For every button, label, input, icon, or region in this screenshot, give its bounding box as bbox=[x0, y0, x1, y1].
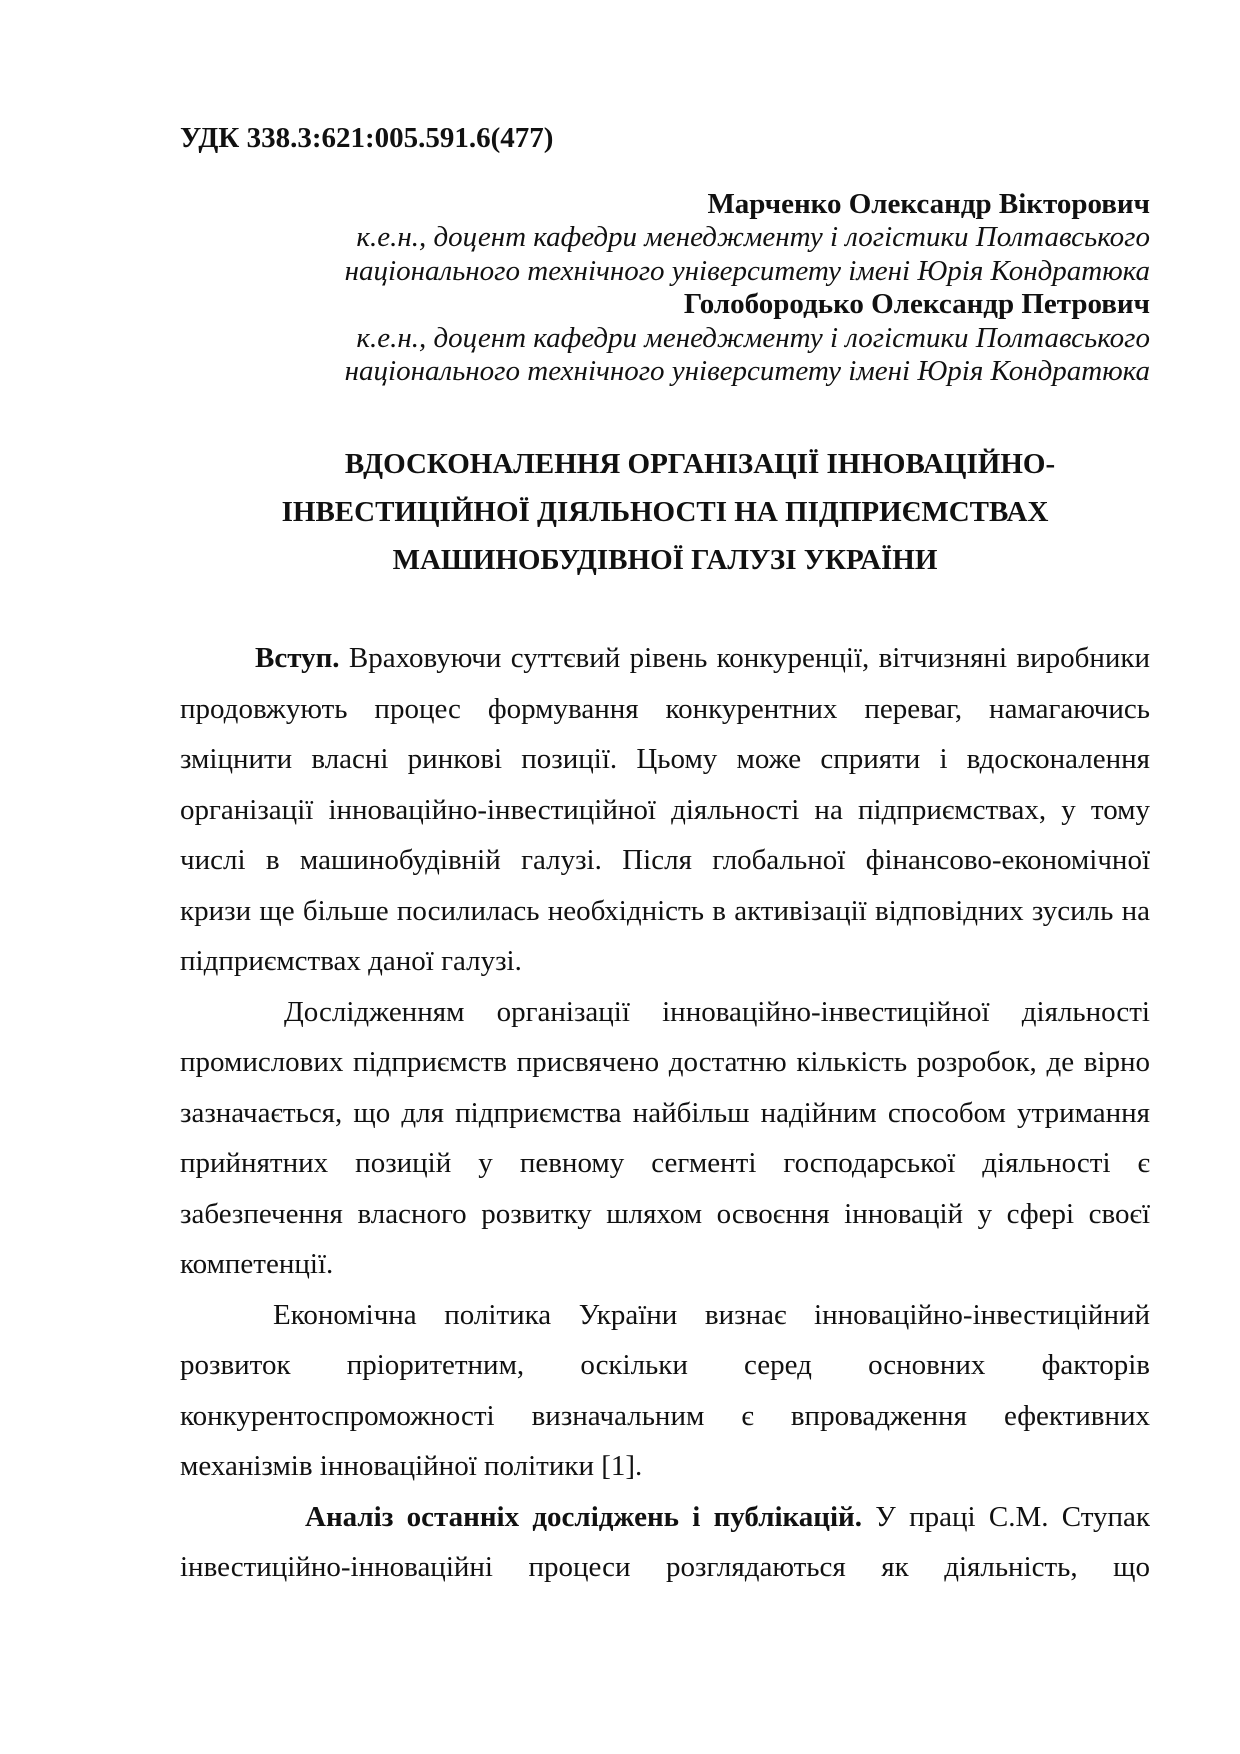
author-affiliation: к.е.н., доцент кафедри менеджменту і логістики Полтавського bbox=[356, 321, 1150, 354]
text: Враховуючи суттєвий рівень конкуренції, вітчизняні виробники bbox=[339, 642, 1150, 674]
body-line: зміцнити власні ринкові позиції. Цьому може сприяти і вдосконалення bbox=[180, 743, 1150, 775]
body-line: розвиток пріоритетним, оскільки серед основних факторів bbox=[180, 1349, 1150, 1381]
author-affiliation: національного технічного університету імені Юрія Кондратюка bbox=[344, 355, 1150, 388]
author-name: Марченко Олександр Вікторович bbox=[707, 188, 1150, 220]
text: У праці С.М. Ступак bbox=[862, 1500, 1150, 1533]
body-line: організації інноваційно-інвестиційної діяльності на підприємствах, у тому bbox=[180, 793, 1150, 826]
body-line: Дослідженням організації інноваційно-інвестиційної діяльності bbox=[284, 995, 1150, 1028]
body-line: механізмів інноваційної політики [1]. bbox=[180, 1450, 643, 1482]
body-line: продовжують процес формування конкурентних переваг, намагаючись bbox=[180, 692, 1150, 725]
article-title bbox=[180, 440, 1150, 584]
body-line: забезпечення власного розвитку шляхом освоєння інновацій у сфері своєї bbox=[180, 1197, 1150, 1230]
body-line: Економічна політика України визнає інноваційно-інвестиційний bbox=[273, 1298, 1150, 1331]
body-line: зазначається, що для підприємства найбільш надійним способом утримання bbox=[180, 1096, 1150, 1129]
body-line bbox=[180, 633, 1150, 684]
body-line: компетенції. bbox=[180, 1248, 334, 1280]
body-line: конкурентоспроможності визначальним є впровадження ефективних bbox=[180, 1399, 1150, 1432]
body-line: кризи ще більше посилилась необхідність в активізації відповідних зусиль на bbox=[180, 894, 1150, 927]
title-line: ІНВЕСТИЦІЙНОЇ ДІЯЛЬНОСТІ НА ПІДПРИЄМСТВАХ bbox=[281, 496, 1049, 528]
author-name: Голобородько Олександр Петрович bbox=[683, 288, 1150, 321]
body-line: інвестиційно-інноваційні процеси розглядаються як діяльність, що bbox=[180, 1551, 1150, 1583]
body-line: прийнятних позицій у певному сегменті господарської діяльності є bbox=[180, 1147, 1150, 1179]
section-heading: Аналіз останніх досліджень і публікацій. bbox=[305, 1500, 863, 1533]
section-heading: Вступ. bbox=[255, 642, 340, 674]
author-affiliation: національного технічного університету імені Юрія Кондратюка bbox=[344, 254, 1150, 287]
body-line: підприємствах даної галузі. bbox=[180, 945, 522, 977]
body-line: числі в машинобудівній галузі. Після глобальної фінансово-економічної bbox=[180, 844, 1150, 876]
authors-block bbox=[250, 188, 1150, 388]
title-line: МАШИНОБУДІВНОЇ ГАЛУЗІ УКРАЇНИ bbox=[392, 544, 938, 576]
article-body bbox=[180, 633, 1150, 1593]
body-line: промислових підприємств присвячено достатню кількість розробок, де вірно bbox=[180, 1046, 1150, 1078]
udc-code: УДК 338.3:621:005.591.6(477) bbox=[180, 122, 554, 154]
author-affiliation: к.е.н., доцент кафедри менеджменту і логістики Полтавського bbox=[356, 221, 1150, 254]
title-line: ВДОСКОНАЛЕННЯ ОРГАНІЗАЦІЇ ІННОВАЦІЙНО- bbox=[344, 448, 1056, 480]
body-line bbox=[180, 1492, 1150, 1543]
